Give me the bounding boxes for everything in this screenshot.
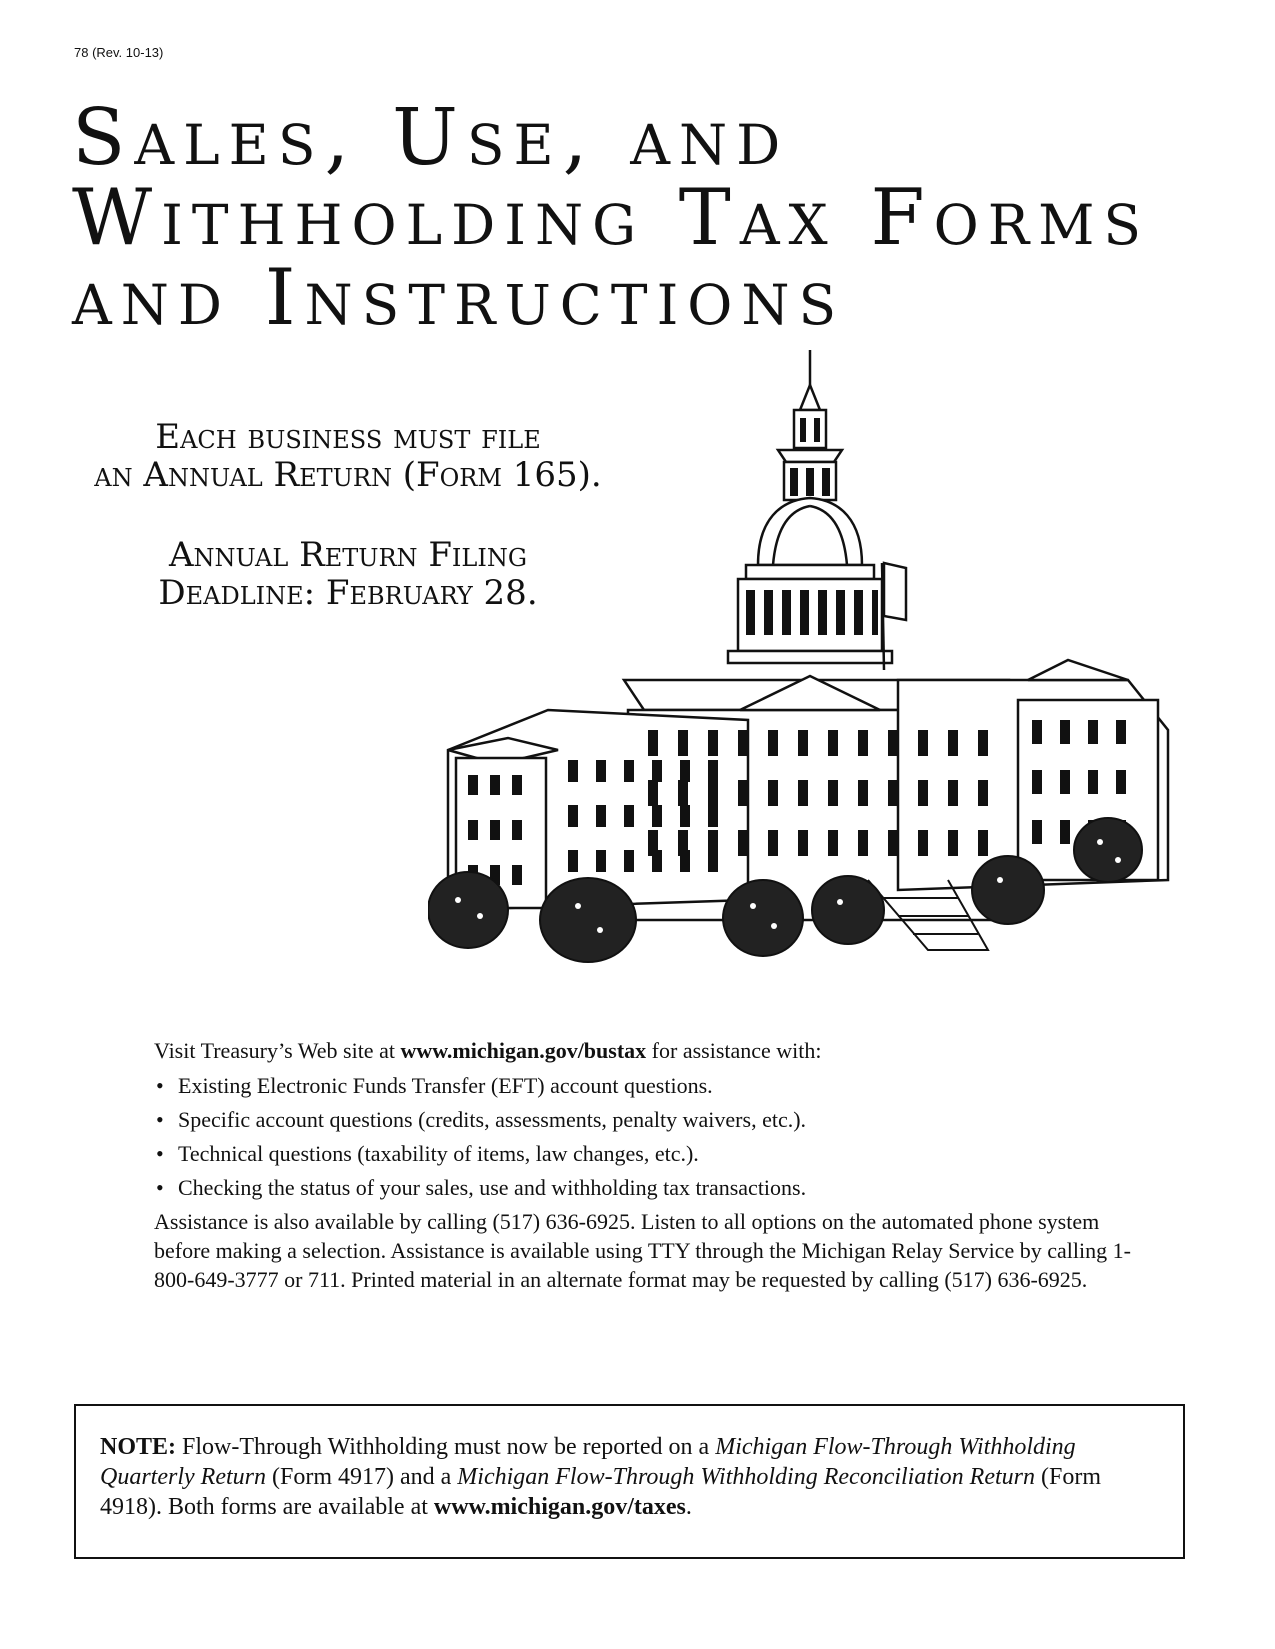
- intro-text: Visit Treasury’s Web site at: [154, 1038, 401, 1063]
- note-text: [100, 1432, 1159, 1522]
- note-label: NOTE:: [100, 1434, 177, 1460]
- title-line-1: Sales, Use, and: [72, 93, 790, 183]
- annual-return-line-2: an Annual Return (Form 165).: [94, 455, 602, 495]
- form-4918-title: Michigan Flow-Through Withholding Reconciliation Return: [457, 1464, 1036, 1490]
- annual-return-line-1: Each business must file: [155, 417, 541, 457]
- list-item: • Technical questions (taxability of items, law changes, etc.).: [154, 1139, 1134, 1168]
- assistance-intro: [154, 1036, 1134, 1065]
- note-text-2: (Form 4917) and a: [265, 1464, 458, 1490]
- note-box: [74, 1404, 1185, 1559]
- note-text-3: (Form 4918). Both forms are available at: [100, 1464, 1102, 1520]
- assistance-list: [154, 1071, 1134, 1202]
- list-item: • Specific account questions (credits, assessments, penalty waivers, etc.).: [154, 1105, 1134, 1134]
- page-title: [72, 93, 1151, 343]
- bustax-link[interactable]: www.michigan.gov/bustax: [400, 1038, 647, 1063]
- deadline-line-1: Annual Return Filing: [168, 535, 527, 575]
- list-item: • Existing Electronic Funds Transfer (EFT) account questions.: [154, 1071, 1134, 1100]
- form-4917-title: Michigan Flow-Through Withholding Quarterly Return: [100, 1434, 1076, 1490]
- title-line-2: Withholding Tax Forms: [72, 173, 1151, 263]
- list-item: • Checking the status of your sales, use and withholding tax transactions.: [154, 1173, 1134, 1202]
- note-text-4: .: [685, 1494, 692, 1520]
- intro-text-end: for assistance with:: [646, 1038, 822, 1063]
- title-line-3: and Instructions: [72, 253, 846, 343]
- taxes-link[interactable]: www.michigan.gov/taxes: [433, 1494, 686, 1520]
- capitol-building-icon: [428, 350, 1188, 990]
- assistance-section: [154, 1036, 1134, 1294]
- deadline-line-2: Deadline: February 28.: [158, 573, 538, 613]
- revision-label: 78 (Rev. 10-13): [74, 45, 164, 60]
- note-text-1: Flow-Through Withholding must now be reported on a: [176, 1434, 716, 1460]
- phone-assistance-paragraph: Assistance is also available by calling (517) 636-6925. Listen to all options on the automated phone system before making a selection. Assistance is available using TTY through the Michigan Relay Service by calling 1-800-649-3777 or 711. Printed material in an alternate format may be requested by calling (517) 636-6925.: [154, 1209, 1131, 1292]
